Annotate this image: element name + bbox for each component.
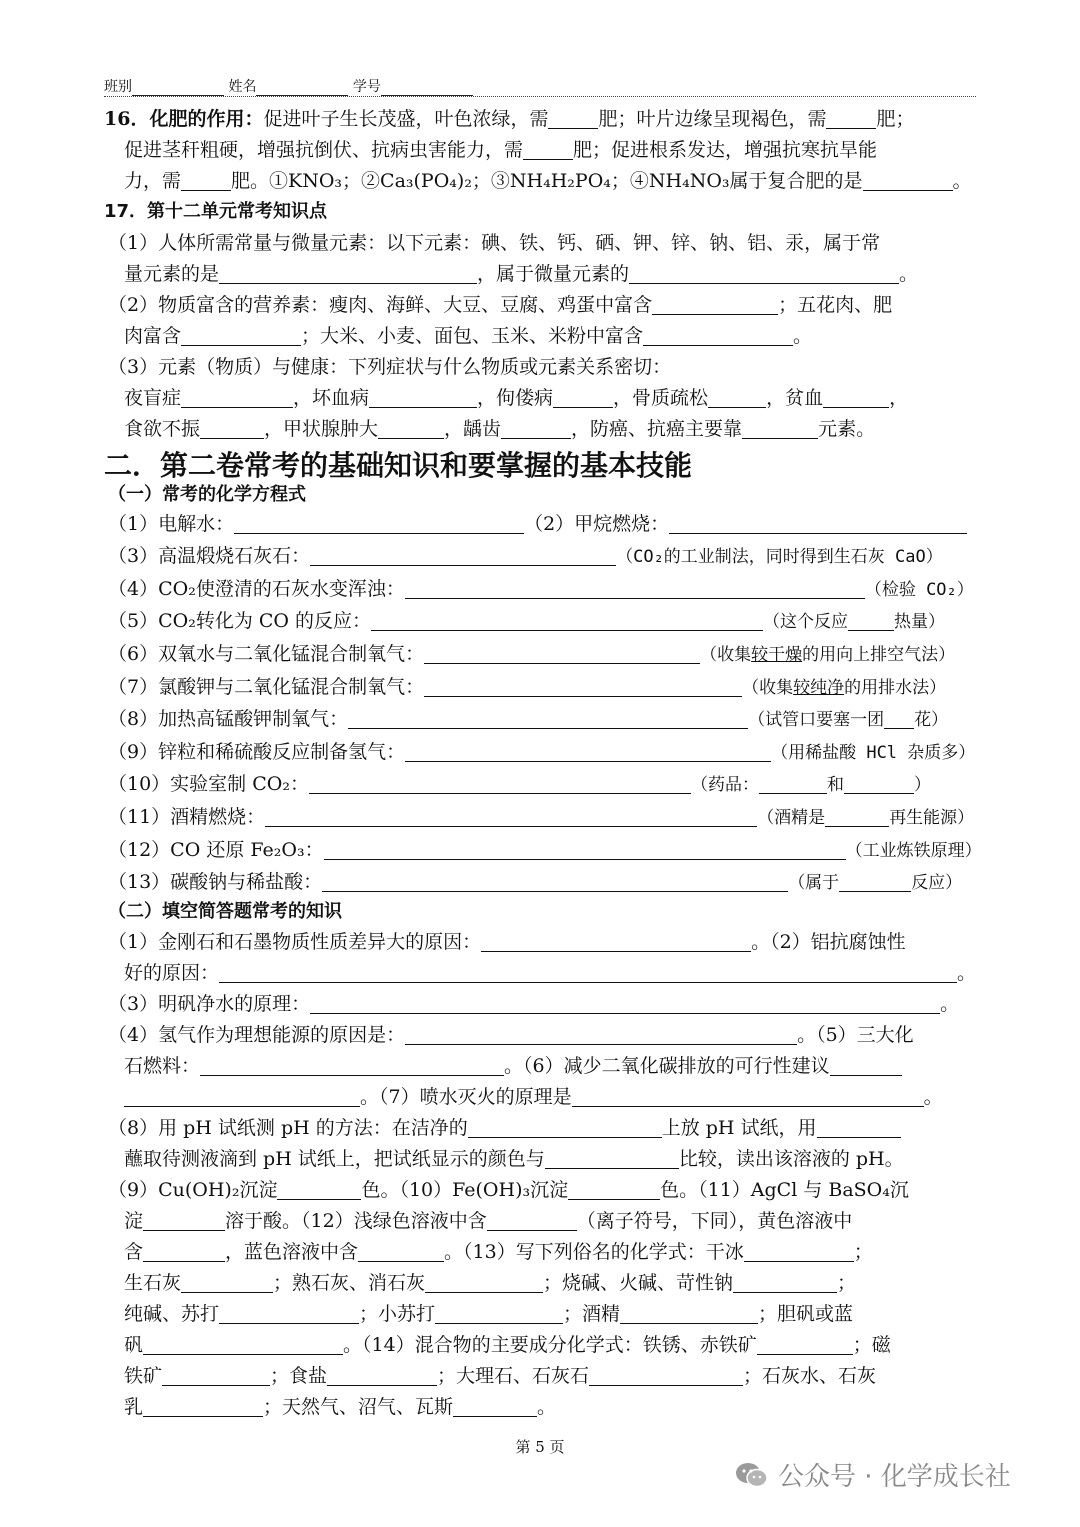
equation-7: （7）氯酸钾与二氧化锰混合制氧气： （收集较纯净的用排水法） bbox=[108, 676, 947, 698]
blank[interactable] bbox=[830, 1055, 902, 1076]
blank[interactable] bbox=[468, 1117, 662, 1138]
knowledge-line8: 蘸取待测液滴到 pH 试纸上，把试纸显示的颜色与 比较，读出该溶液的 pH。 bbox=[124, 1148, 904, 1170]
q16-line1: 16．化肥的作用：促进叶子生长茂盛，叶色浓绿，需 肥；叶片边缘呈现褐色，需 肥； bbox=[104, 108, 915, 130]
q17-p3-line3: 食欲不振 ，甲状腺肿大 ，龋齿 ，防癌、抗癌主要靠 元素。 bbox=[124, 418, 876, 440]
watermark bbox=[734, 1456, 1011, 1493]
equation-8: （8）加热高锰酸钾制氧气： （试管口要塞一团 花） bbox=[108, 708, 949, 730]
blank[interactable] bbox=[863, 170, 953, 191]
knowledge-line11: 含 ，蓝色溶液中含 。（13）写下列俗名的化学式：干冰 ； bbox=[124, 1241, 873, 1263]
blank[interactable] bbox=[234, 513, 524, 534]
watermark-text: 公众号 · 化学成长社 bbox=[778, 1462, 1011, 1492]
blank[interactable] bbox=[425, 1272, 543, 1293]
blank[interactable] bbox=[568, 1179, 660, 1200]
blank[interactable] bbox=[757, 1334, 853, 1355]
blank[interactable] bbox=[219, 1303, 359, 1324]
blank[interactable] bbox=[200, 418, 264, 439]
blank[interactable] bbox=[181, 170, 231, 191]
blank[interactable] bbox=[310, 993, 940, 1014]
equation-5: （5）CO₂转化为 CO 的反应： （这个反应 热量） bbox=[108, 610, 946, 632]
blank[interactable] bbox=[143, 1396, 263, 1417]
blank[interactable] bbox=[310, 545, 616, 566]
blank[interactable] bbox=[162, 1365, 270, 1386]
knowledge-line6: 。（7）喷水灭火的原理是 。 bbox=[124, 1084, 943, 1110]
blank[interactable] bbox=[219, 263, 477, 284]
blank[interactable] bbox=[825, 806, 889, 827]
knowledge-line16: 乳 ；天然气、沼气、瓦斯 。 bbox=[124, 1396, 557, 1418]
knowledge-line1: （1）金刚石和石墨物质性质差异大的原因： 。（2）铝抗腐蚀性 bbox=[108, 931, 906, 953]
blank[interactable] bbox=[143, 1241, 225, 1262]
knowledge-line3: （3）明矾净水的原理： 。 bbox=[108, 993, 960, 1015]
knowledge-line2: 好的原因： 。 bbox=[124, 962, 977, 984]
q16-line2: 促进茎秆粗硬，增强抗倒伏、抗病虫害能力，需 肥；促进根系发达，增强抗寒抗旱能 bbox=[124, 139, 878, 161]
blank[interactable] bbox=[759, 773, 827, 794]
blank[interactable] bbox=[589, 1365, 743, 1386]
equation-12: （12）CO 还原 Fe₂O₃： （工业炼铁原理） bbox=[108, 839, 982, 861]
blank[interactable] bbox=[143, 1210, 225, 1231]
blank[interactable] bbox=[181, 387, 293, 408]
blank[interactable] bbox=[405, 1024, 797, 1045]
blank[interactable] bbox=[844, 773, 914, 794]
blank[interactable] bbox=[200, 1055, 504, 1076]
q17-p2-line1: （2）物质富含的营养素：瘦肉、海鲜、大豆、豆腐、鸡蛋中富含 ；五花肉、肥 bbox=[108, 294, 893, 316]
blank[interactable] bbox=[265, 806, 757, 827]
blank[interactable] bbox=[424, 676, 742, 697]
blank[interactable] bbox=[378, 418, 444, 439]
blank[interactable] bbox=[277, 1179, 361, 1200]
blank[interactable] bbox=[181, 1272, 273, 1293]
id-blank[interactable] bbox=[381, 81, 473, 96]
equation-9: （9）锌粒和稀硫酸反应制备氢气： （用稀盐酸 HCl 杂质多） bbox=[108, 741, 976, 763]
q17-p1-line2: 量元素的是 ，属于微量元素的 。 bbox=[124, 263, 919, 285]
blank[interactable] bbox=[848, 610, 894, 631]
equation-4: （4）CO₂使澄清的石灰水变浑浊： （检验 CO₂） bbox=[108, 578, 974, 600]
blank[interactable] bbox=[884, 708, 914, 729]
q17-p3-line1: （3）元素（物质）与健康：下列症状与什么物质或元素关系密切： bbox=[108, 356, 672, 378]
equation-1-2: （1）电解水： （2）甲烷燃烧： bbox=[108, 511, 967, 537]
blank[interactable] bbox=[817, 1117, 901, 1138]
blank[interactable] bbox=[481, 931, 751, 952]
blank[interactable] bbox=[553, 387, 613, 408]
equation-3: （3）高温煅烧石灰石： （CO₂的工业制法，同时得到生石灰 CaO） bbox=[108, 545, 943, 567]
blank[interactable] bbox=[501, 418, 571, 439]
blank[interactable] bbox=[487, 1210, 577, 1231]
blank[interactable] bbox=[839, 871, 911, 892]
sub1-title: （一）常考的化学方程式 bbox=[108, 484, 306, 505]
blank[interactable] bbox=[219, 962, 957, 983]
knowledge-line12: 生石灰 ；熟石灰、消石灰 ；烧碱、火碱、苛性钠 ； bbox=[124, 1272, 857, 1294]
knowledge-line10: 淀 溶于酸。（12）浅绿色溶液中含 （离子符号，下同），黄色溶液中 bbox=[124, 1210, 853, 1232]
q17-p2-line2: 肉富含 ；大米、小麦、面包、玉米、米粉中富含 。 bbox=[124, 325, 813, 347]
knowledge-line5: 石燃料： 。（6）减少二氧化碳排放的可行性建议 bbox=[124, 1053, 902, 1079]
blank[interactable] bbox=[826, 108, 876, 129]
wechat-icon bbox=[734, 1461, 770, 1489]
equation-6: （6）双氧水与二氧化锰混合制氧气： （收集较干燥的用向上排空气法） bbox=[108, 643, 956, 665]
q16-line3: 力，需 肥。①KNO₃；②Ca₃(PO₄)₂；③NH₄H₂PO₄；④NH₄NO₃属于复合肥的是 。 bbox=[124, 170, 972, 192]
class-label: 班别 bbox=[104, 79, 132, 95]
blank[interactable] bbox=[424, 643, 700, 664]
q17-p3-line2: 夜盲症 ，坏血病 ，佝偻病 ，骨质疏松 ，贫血 ， bbox=[124, 387, 909, 409]
q17-p1-line1: （1）人体所需常量与微量元素：以下元素：碘、铁、钙、硒、钾、锌、钠、铝、汞，属于常 bbox=[108, 232, 881, 254]
equation-10: （10）实验室制 CO₂： （药品： 和 ） bbox=[108, 773, 931, 795]
knowledge-line13: 纯碱、苏打 ；小苏打 ；酒精 ；胆矾或蓝 bbox=[124, 1303, 854, 1325]
blank[interactable] bbox=[435, 1303, 563, 1324]
section2-title: 二．第二卷常考的基础知识和要掌握的基本技能 bbox=[104, 449, 693, 482]
blank[interactable] bbox=[348, 708, 748, 729]
sub2-title: （二）填空简答题常考的知识 bbox=[108, 901, 342, 922]
blank[interactable] bbox=[327, 1365, 437, 1386]
student-header bbox=[104, 76, 473, 96]
class-blank[interactable] bbox=[132, 81, 224, 96]
blank[interactable] bbox=[629, 263, 899, 284]
header-divider bbox=[104, 96, 976, 97]
name-blank[interactable] bbox=[256, 81, 348, 96]
blank[interactable] bbox=[143, 1334, 343, 1355]
blank[interactable] bbox=[369, 387, 477, 408]
page-number: 第 5 页 bbox=[515, 1438, 565, 1456]
blank[interactable] bbox=[652, 294, 778, 315]
knowledge-line7: （8）用 pH 试纸测 pH 的方法：在洁净的 上放 pH 试纸，用 bbox=[108, 1115, 901, 1141]
blank[interactable] bbox=[744, 1241, 854, 1262]
blank[interactable] bbox=[708, 387, 766, 408]
knowledge-line15: 铁矿 ；食盐 ；大理石、石灰石 ；石灰水、石灰 bbox=[124, 1365, 877, 1387]
blank[interactable] bbox=[124, 1086, 360, 1107]
blank[interactable] bbox=[405, 741, 771, 762]
blank[interactable] bbox=[322, 871, 788, 892]
blank[interactable] bbox=[823, 387, 889, 408]
name-label: 姓名 bbox=[228, 79, 257, 95]
blank[interactable] bbox=[620, 1303, 758, 1324]
blank[interactable] bbox=[733, 1272, 837, 1293]
equation-13: （13）碳酸钠与稀盐酸： （属于 反应） bbox=[108, 871, 963, 893]
blank[interactable] bbox=[643, 325, 793, 346]
blank[interactable] bbox=[742, 418, 818, 439]
knowledge-line14: 矾 。（14）混合物的主要成分化学式：铁锈、赤铁矿 ；磁 bbox=[124, 1334, 891, 1356]
blank[interactable] bbox=[324, 839, 846, 860]
blank[interactable] bbox=[669, 513, 967, 534]
blank[interactable] bbox=[523, 139, 573, 160]
id-label: 学号 bbox=[352, 79, 381, 95]
q17-title: 17．第十二单元常考知识点 bbox=[104, 201, 328, 222]
knowledge-line4: （4）氢气作为理想能源的原因是： 。（5）三大化 bbox=[108, 1024, 914, 1046]
blank[interactable] bbox=[453, 1396, 537, 1417]
blank[interactable] bbox=[371, 610, 763, 631]
blank[interactable] bbox=[572, 1086, 924, 1107]
blank[interactable] bbox=[358, 1241, 444, 1262]
knowledge-line9: （9）Cu(OH)₂沉淀 色。（10）Fe(OH)₃沉淀 色。（11）AgCl 与 BaSO₄沉 bbox=[108, 1179, 909, 1201]
blank[interactable] bbox=[405, 578, 865, 599]
blank[interactable] bbox=[309, 773, 691, 794]
equation-11: （11）酒精燃烧： （酒精是 再生能源） bbox=[108, 806, 975, 828]
blank[interactable] bbox=[181, 325, 301, 346]
blank[interactable] bbox=[545, 1148, 679, 1169]
blank[interactable] bbox=[548, 108, 598, 129]
